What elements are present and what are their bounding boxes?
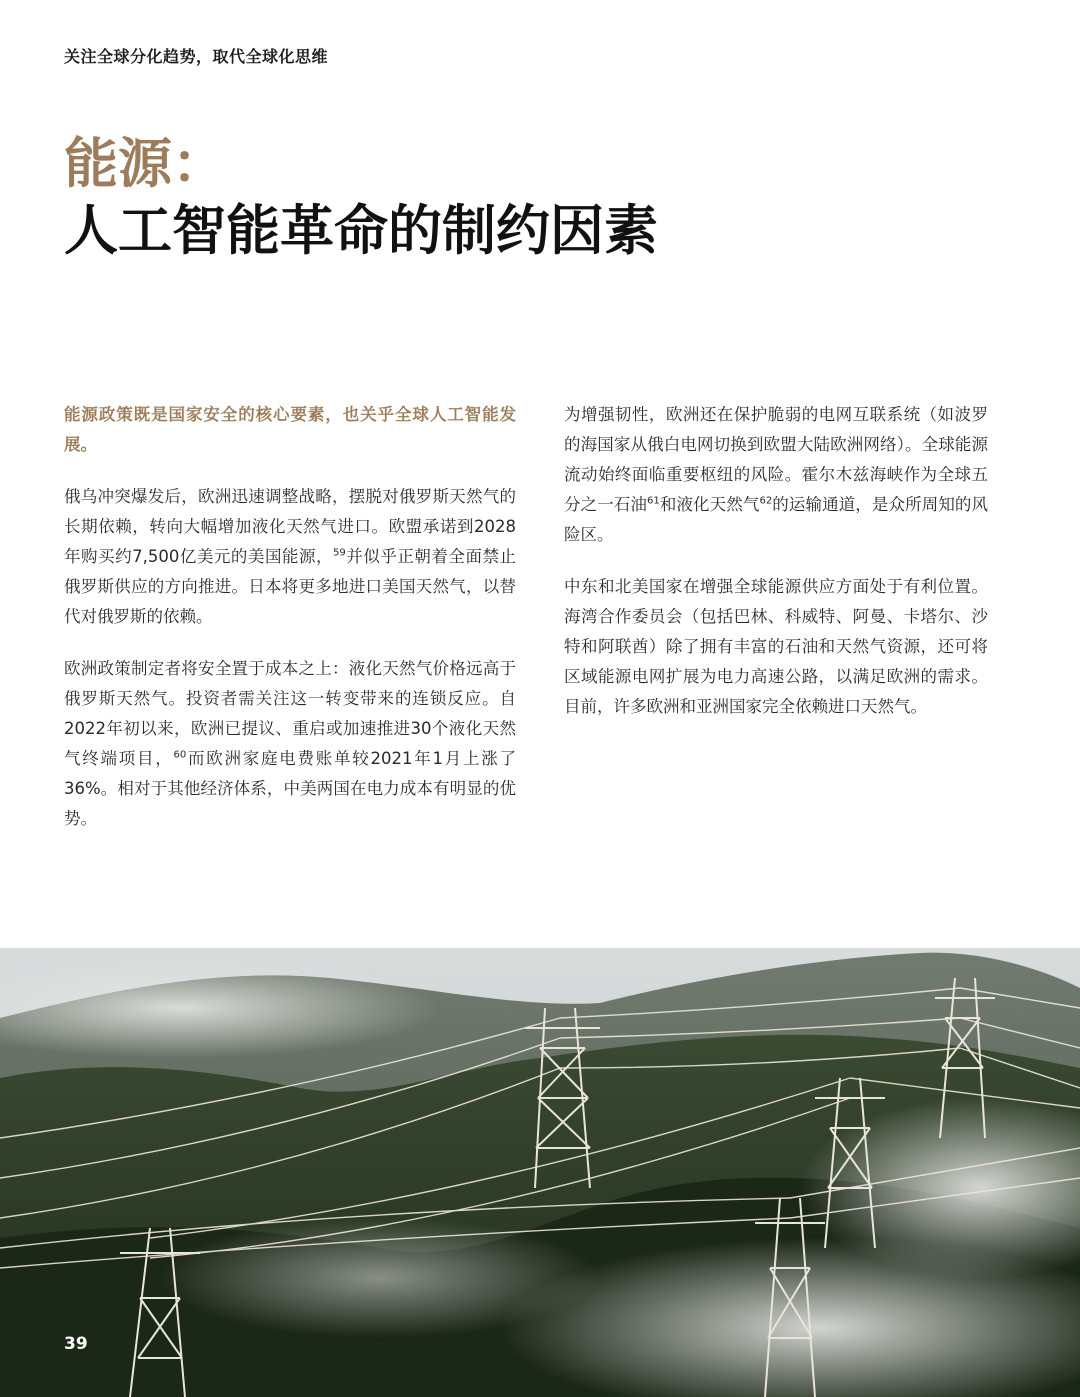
right-column <box>564 400 988 744</box>
title-line-subtitle: 人工智能革命的制约因素 <box>64 198 658 262</box>
left-column <box>64 400 516 856</box>
page-title <box>64 128 658 262</box>
page-number: 39 <box>64 1334 88 1354</box>
footnote-ref-60: 60 <box>173 749 187 761</box>
footnote-ref-61: 61 <box>647 495 660 507</box>
body-paragraph-4: 中东和北美国家在增强全球能源供应方面处于有利位置。海湾合作委员会（包括巴林、科威特、阿曼、卡塔尔、沙特和阿联酋）除了拥有丰富的石油和天然气资源，还可将区域能源电网扩展为电力高速公路，以满足欧洲的需求。目前，许多欧洲和亚洲国家完全依赖进口天然气。 <box>564 577 988 716</box>
footnote-ref-59: 59 <box>333 547 346 559</box>
power-lines-photo <box>0 948 1080 1397</box>
body-paragraph-2: 欧洲政策制定者将安全置于成本之上：液化天然气价格远高于俄罗斯天然气。投资者需关注这一转变带来的连锁反应。自2022年初以来，欧洲已提议、重启或加速推进30个液化天然气终端项目，$^{60}$而欧洲家庭电费账单较2021年1月上涨了36%。相对于其他经济体系，中美两国在电力成本有明显的优势。 <box>64 659 517 828</box>
title-line-energy: 能源： <box>64 131 226 195</box>
footnote-ref-62: 62 <box>759 495 773 507</box>
body-paragraph-1: 俄乌冲突爆发后，欧洲迅速调整战略，摆脱对俄罗斯天然气的长期依赖，转向大幅增加液化天然气进口。欧盟承诺到2028年购买约7,500亿美元的美国能源，$^{59}$并似乎正朝着全面禁止俄罗斯供应的方向推进。日本将更多地进口美国天然气，以替代对俄罗斯的依赖。 <box>64 487 516 626</box>
body-paragraph-3: 为增强韧性，欧洲还在保护脆弱的电网互联系统（如波罗的海国家从俄白电网切换到欧盟大陆欧洲网络）。全球能源流动始终面临重要枢纽的风险。霍尔木兹海峡作为全球五分之一石油$^{61}$和液化天然气$^{62}$的运输通道，是众所周知的风险区。 <box>564 405 989 544</box>
running-header: 关注全球分化趋势，取代全球化思维 <box>64 47 329 66</box>
lead-paragraph: 能源政策既是国家安全的核心要素，也关乎全球人工智能发展。 <box>64 405 516 454</box>
